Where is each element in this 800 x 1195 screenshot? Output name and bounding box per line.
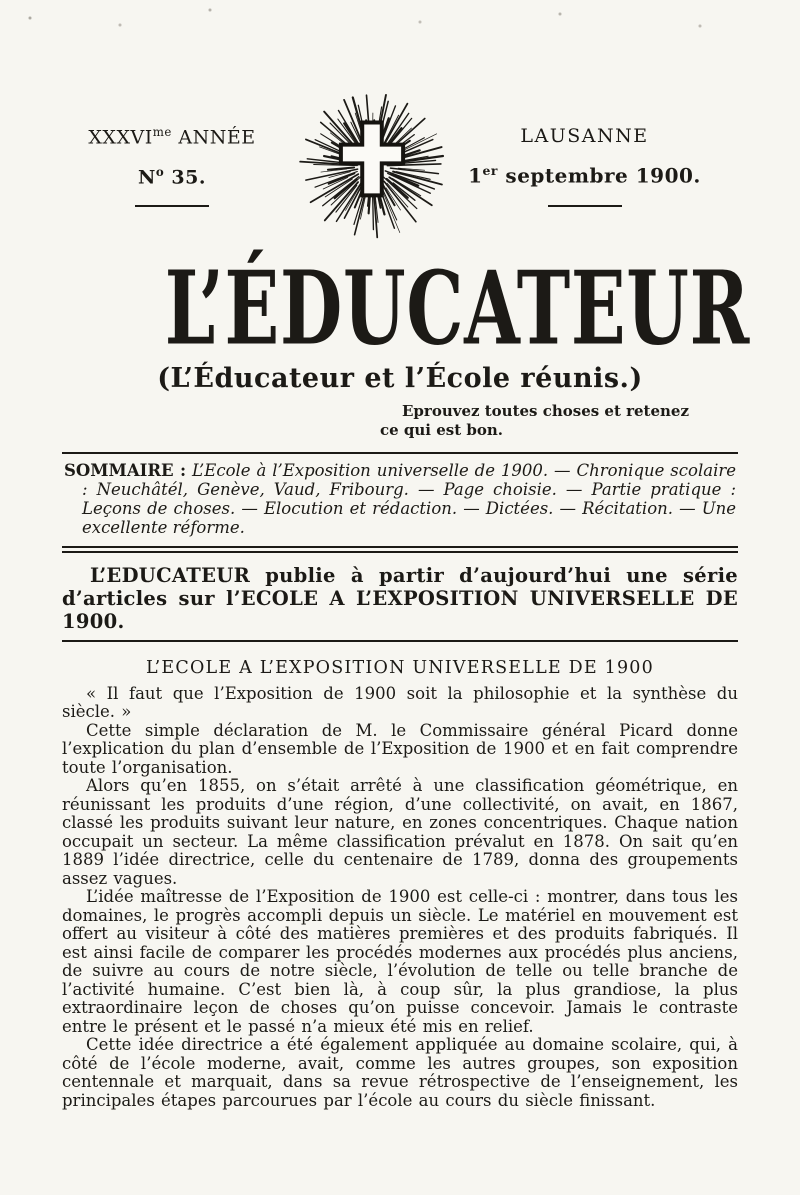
article-body [62,685,738,1111]
issue-date [462,163,707,188]
article-title: L’ECOLE A L’EXPOSITION UNIVERSELLE DE 1900 [146,657,654,678]
issue-number-value: 35. [164,165,206,188]
article-paragraph: Alors qu’en 1855, on s’était arrêté à une classification géométrique, en réunissant les produits d’une région, d’une collectivité, on avait, en 1867, classé les produits suivant leur nature, en zones concentriques. Chaque nation occupait un secteur. La même classification prévalut en 1878. On sait qu’en 1889 l’idée directrice, celle du centenaire de 1789, donna des groupements assez vagues. [62,776,738,888]
issue-date-ordinal: er [482,163,498,179]
article-paragraph: « Il faut que l’Exposition de 1900 soit la philosophie et la synthèse du siècle. » [62,683,738,721]
swiss-cross-sunburst-icon [287,86,457,246]
issue-number-prefix: N [138,165,156,188]
table-of-contents [62,452,738,553]
header-left-divider [135,205,209,207]
sommaire-items: L’Ecole à l’Exposition universelle de 1900. — Chronique scolaire : Neuchâtél, Genève, Vaud, Fribourg. — Page choisie. — Partie pratique : Leçons de choses. — Elocution et rédaction. — Dictées. — Récitation. — Une excellente réforme. [82,460,736,537]
volume-year-number: XXXVI [88,126,153,149]
header-right-divider [548,205,622,207]
masthead-motto [380,402,689,440]
emblem-container [286,86,458,246]
motto-line-1: Eprouvez toutes choses et retenez [402,402,689,420]
issue-date-month-year: septembre 1900. [497,163,701,188]
scan-noise [0,0,800,40]
issue-number [62,165,282,188]
issue-number-ordinal: o [155,164,165,179]
article-paragraph: Cette idée directrice a été également appliquée au domaine scolaire, qui, à côté de l’école moderne, avait, comme les autres groupes, son exposition centennale et marquait, dans sa revue rétrospective de l’enseignement, les principales étapes parcourues par l’école au cours du siècle finissant. [62,1035,738,1110]
volume-year-ordinal: me [152,125,172,140]
volume-year [62,125,282,148]
volume-year-label: ANNÉE [171,126,256,149]
page-header [62,86,738,246]
header-left-column [62,125,282,207]
sommaire-label: SOMMAIRE : [64,460,187,480]
motto-line-2: ce qui est bon. [380,420,503,439]
masthead-title-text: L’ÉDUCATEUR [164,248,751,368]
article-paragraph: Cette simple déclaration de M. le Commissaire général Picard donne l’explication du plan d’ensemble de l’Exposition de 1900 et en fait comprendre toute l’organisation. [62,720,738,777]
announcement: L’EDUCATEUR publie à partir d’aujourd’hui une série d’articles sur l’ECOLE A L’EXPOSITION UNIVERSELLE DE 1900. [62,563,738,633]
announcement-divider [62,640,738,642]
city-name: LAUSANNE [520,125,649,148]
table-of-contents-text [64,461,736,537]
header-right-column [462,125,707,207]
article-paragraph: L’idée maîtresse de l’Exposition de 1900 est celle-ci : montrer, dans tous les domaines, le progrès accompli depuis un siècle. Le matériel en mouvement est offert au visiteur à côté des matières premières et des produits fabriqués. Il est ainsi facile de comparer les procédés modernes aux procédés plus anciens, de suivre au cours de notre siècle, l’évolution de telle ou telle branche de l’activité humaine. C’est bien là, à coup sûr, la plus grandiose, la plus extraordinaire leçon de choses qu’on puisse concevoir. Jamais le contraste entre le présent et le passé n’a mieux été mis en relief. [62,887,738,1036]
masthead-title [62,248,751,368]
masthead-subtitle: (L’Éducateur et l’École réunis.) [157,363,643,394]
issue-date-day: 1 [468,163,483,188]
